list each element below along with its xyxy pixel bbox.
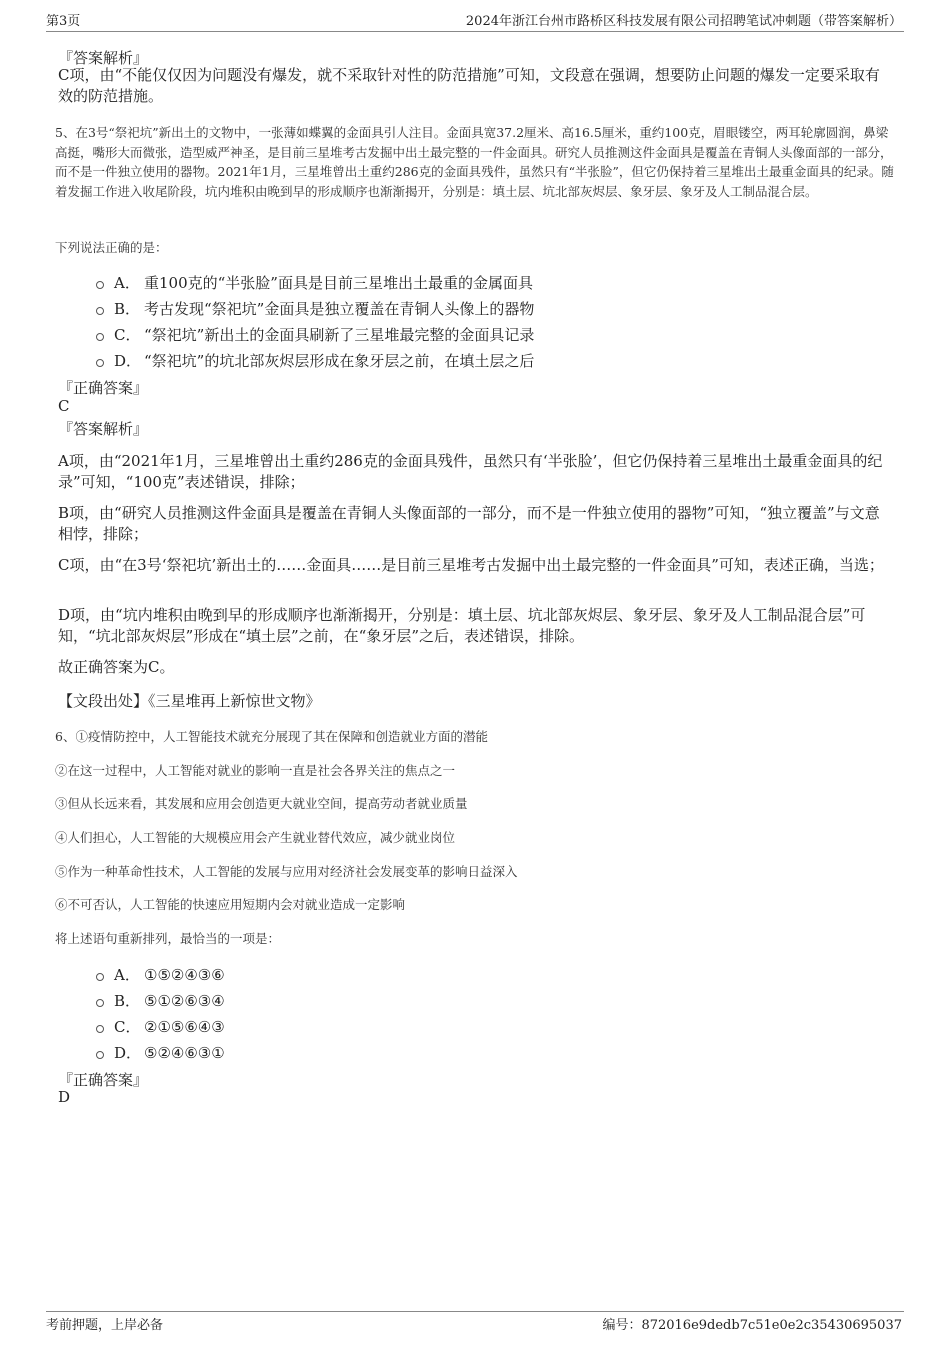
option-letter: D．: [114, 352, 142, 370]
analysis-label: 『答案解析』: [58, 420, 149, 438]
document-title: 2024年浙江台州市路桥区科技发展有限公司招聘笔试冲刺题（带答案解析）: [465, 14, 902, 29]
option-a[interactable]: [96, 272, 533, 293]
passage-source: 【文段出处】《三星堆再上新惊世文物》: [58, 692, 321, 710]
header-divider: [46, 31, 904, 32]
analysis-paragraph-c: C项，由“在3号‘祭祀坑’新出土的……金面具……是目前三星堆考古发掘中出土最完整的一件金面具”可知，表述正确，当选；: [58, 556, 884, 574]
option-text: 重100克的“半张脸”面具是目前三星堆出土最重的金属面具: [144, 274, 533, 292]
page-number: 第3页: [46, 14, 81, 29]
correct-answer-label: 『正确答案』: [58, 379, 149, 397]
radio-icon[interactable]: [96, 281, 104, 289]
option-a[interactable]: [96, 964, 225, 985]
option-text: 考古发现“祭祀坑”金面具是独立覆盖在青铜人头像上的器物: [144, 300, 535, 318]
question-6-sentence-2: ②在这一过程中，人工智能对就业的影响一直是社会各界关注的焦点之一: [55, 763, 456, 778]
question-6-sentence-6: ⑥不可否认，人工智能的快速应用短期内会对就业造成一定影响: [55, 897, 406, 912]
option-letter: A．: [114, 966, 140, 984]
option-text: “祭祀坑”新出土的金面具刷新了三星堆最完整的金面具记录: [144, 326, 535, 344]
footer-divider: [46, 1311, 904, 1312]
radio-icon[interactable]: [96, 999, 104, 1007]
analysis-text: C项，由“不能仅仅因为问题没有爆发，就不采取针对性的防范措施”可知，文段意在强调，想要防止问题的爆发一定要采取有效的防范措施。: [58, 66, 880, 105]
radio-icon[interactable]: [96, 307, 104, 315]
correct-answer: D: [58, 1088, 71, 1106]
option-c[interactable]: [96, 324, 534, 345]
radio-icon[interactable]: [96, 359, 104, 367]
option-letter: B．: [114, 300, 141, 318]
question-6-prompt: 将上述语句重新排列，最恰当的一项是：: [55, 931, 281, 946]
radio-icon[interactable]: [96, 973, 104, 981]
option-letter: C．: [114, 326, 141, 344]
analysis-conclusion: 故正确答案为C。: [58, 658, 175, 676]
question-5-prompt: 下列说法正确的是：: [55, 240, 168, 255]
option-d[interactable]: [96, 350, 534, 371]
analysis-paragraph-b: B项，由“研究人员推测这件金面具是覆盖在青铜人头像面部的一部分，而不是一件独立使用的器物”可知，“独立覆盖”与文意相悖，排除；: [58, 504, 880, 543]
option-text: “祭祀坑”的坑北部灰烬层形成在象牙层之前，在填土层之后: [144, 352, 535, 370]
option-b[interactable]: [96, 298, 534, 319]
question-6-sentence-4: ④人们担心，人工智能的大规模应用会产生就业替代效应，减少就业岗位: [55, 830, 456, 845]
radio-icon[interactable]: [96, 1051, 104, 1059]
option-b[interactable]: [96, 990, 225, 1011]
question-5-stem: 5、在3号“祭祀坑”新出土的文物中，一张薄如蝶翼的金面具引人注目。金面具宽37.2厘米、高16.5厘米，重约100克，眉眼镂空，两耳轮廓圆润，鼻梁高挺，嘴形大而微张，造型威严神圣，是目前三星堆考古发掘中出土最完整的一件金面具。研究人员推测这件金面具是覆盖在青铜人头像面部的一部分，而不是一件独立使用的器物。2021年1月，三星堆曾出土重约286克的金面具残件，虽然只有“半张脸”，但它仍保持着三星堆出土最重金面具的纪录。随着发掘工作进入收尾阶段，坑内堆积由晚到早的形成顺序也渐渐揭开，分别是：填土层、坑北部灰烬层、象牙层、象牙及人工制品混合层。: [55, 125, 894, 199]
option-letter: C．: [114, 1018, 141, 1036]
option-text: ⑤①②⑥③④: [144, 991, 225, 1010]
option-letter: B．: [114, 992, 141, 1010]
option-text: ②①⑤⑥④③: [144, 1017, 225, 1036]
analysis-label: 『答案解析』: [58, 49, 149, 67]
analysis-paragraph-a: A项，由“2021年1月，三星堆曾出土重约286克的金面具残件，虽然只有‘半张脸’，但它仍保持着三星堆出土最重金面具的纪录”可知，“100克”表述错误，排除；: [58, 452, 883, 491]
option-c[interactable]: [96, 1016, 225, 1037]
analysis-paragraph-d: D项，由“坑内堆积由晚到早的形成顺序也渐渐揭开，分别是：填土层、坑北部灰烬层、象牙层、象牙及人工制品混合层”可知，“坑北部灰烬层”形成在“填土层”之前，在“象牙层”之后，表述错误，排除。: [58, 606, 866, 645]
question-6-sentence-1: 6、①疫情防控中，人工智能技术就充分展现了其在保障和创造就业方面的潜能: [55, 729, 488, 744]
footer-slogan: 考前押题，上岸必备: [46, 1318, 164, 1333]
radio-icon[interactable]: [96, 333, 104, 341]
question-6-sentence-5: ⑤作为一种革命性技术，人工智能的发展与应用对经济社会发展变革的影响日益深入: [55, 864, 518, 879]
correct-answer: C: [58, 397, 70, 415]
option-text: ⑤②④⑥③①: [144, 1043, 225, 1062]
radio-icon[interactable]: [96, 1025, 104, 1033]
option-letter: D．: [114, 1044, 142, 1062]
option-letter: A．: [114, 274, 140, 292]
question-6-sentence-3: ③但从长远来看，其发展和应用会创造更大就业空间，提高劳动者就业质量: [55, 796, 468, 811]
option-d[interactable]: [96, 1042, 225, 1063]
correct-answer-label: 『正确答案』: [58, 1071, 149, 1089]
document-id: 编号：872016e9dedb7c51e0e2c35430695037: [602, 1318, 902, 1333]
option-text: ①⑤②④③⑥: [144, 965, 225, 984]
